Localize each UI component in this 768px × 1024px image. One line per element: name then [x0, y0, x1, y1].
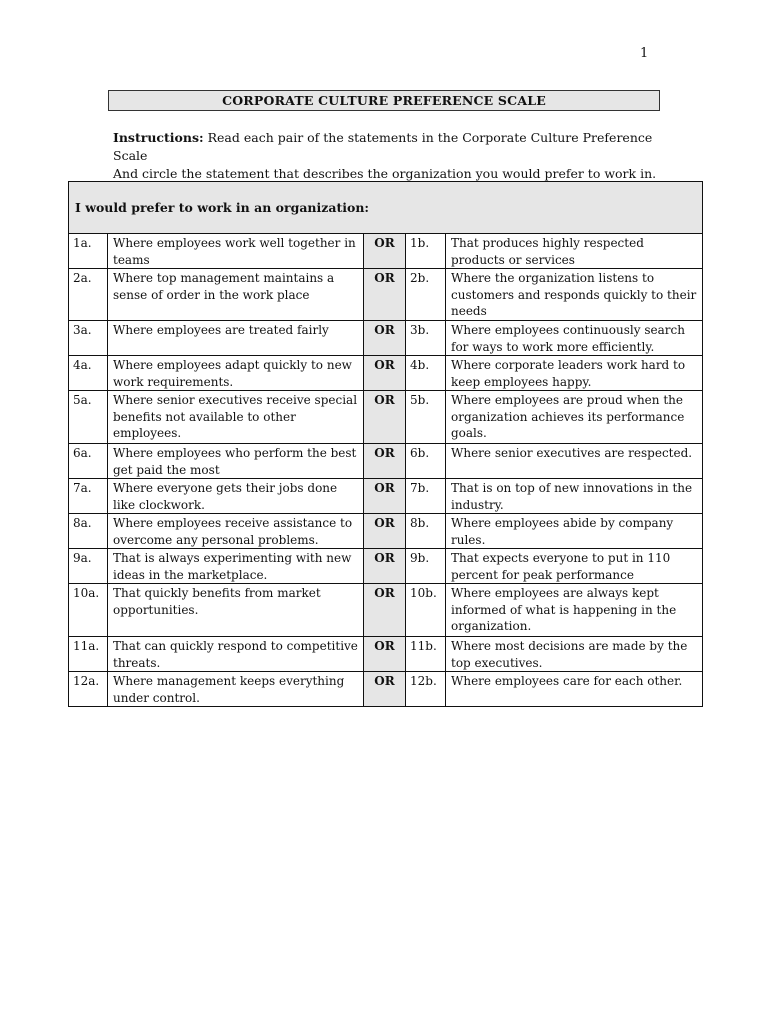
statement-b-number: 7b.: [406, 479, 446, 514]
statement-a-number: 6a.: [69, 444, 108, 479]
statement-a-number: 4a.: [69, 356, 108, 391]
table-row: [69, 356, 703, 391]
table-row: [69, 584, 703, 637]
statement-a-text[interactable]: Where employees receive assistance to overcome any personal problems.: [108, 514, 364, 549]
statement-b-number: 4b.: [406, 356, 446, 391]
statement-b-text[interactable]: Where employees are always kept informed of what is happening in the organization.: [446, 584, 703, 637]
statement-a-text[interactable]: Where employees work well together in teams: [108, 234, 364, 269]
or-label: OR: [364, 514, 406, 549]
statement-a-number: 3a.: [69, 321, 108, 356]
table-row: [69, 234, 703, 269]
statement-b-text[interactable]: Where senior executives are respected.: [446, 444, 703, 479]
or-label: OR: [364, 637, 406, 672]
statement-a-text[interactable]: That can quickly respond to competitive threats.: [108, 637, 364, 672]
statement-a-number: 8a.: [69, 514, 108, 549]
instructions: [113, 129, 673, 183]
statement-b-text[interactable]: That produces highly respected products or services: [446, 234, 703, 269]
statement-b-text[interactable]: Where most decisions are made by the top executives.: [446, 637, 703, 672]
table-row: [69, 391, 703, 444]
or-label: OR: [364, 321, 406, 356]
statement-a-text[interactable]: That quickly benefits from market opportunities.: [108, 584, 364, 637]
statement-b-text[interactable]: That is on top of new innovations in the industry.: [446, 479, 703, 514]
or-label: OR: [364, 234, 406, 269]
instructions-text-2: And circle the statement that describes the organization you would prefer to work in.: [113, 166, 657, 181]
statement-b-text[interactable]: Where employees are proud when the organization achieves its performance goals.: [446, 391, 703, 444]
table-row: [69, 269, 703, 321]
statement-a-text[interactable]: Where senior executives receive special benefits not available to other employees.: [108, 391, 364, 444]
statement-b-text[interactable]: That expects everyone to put in 110 percent for peak performance: [446, 549, 703, 584]
instructions-text-1: Read each pair of the statements in the Corporate Culture Preference Scale: [113, 130, 653, 163]
statement-a-text[interactable]: Where employees who perform the best get paid the most: [108, 444, 364, 479]
statement-b-number: 9b.: [406, 549, 446, 584]
table-row: [69, 514, 703, 549]
table-row: [69, 321, 703, 356]
statement-b-text[interactable]: Where employees abide by company rules.: [446, 514, 703, 549]
statement-a-number: 5a.: [69, 391, 108, 444]
table-row: [69, 672, 703, 707]
statement-b-number: 5b.: [406, 391, 446, 444]
statement-a-number: 11a.: [69, 637, 108, 672]
table-header-row: [69, 182, 703, 234]
statement-a-number: 12a.: [69, 672, 108, 707]
statement-a-text[interactable]: Where employees are treated fairly: [108, 321, 364, 356]
statement-a-text[interactable]: Where top management maintains a sense of order in the work place: [108, 269, 364, 321]
instructions-line-1: [113, 129, 673, 165]
or-label: OR: [364, 444, 406, 479]
statement-b-number: 1b.: [406, 234, 446, 269]
statement-b-number: 12b.: [406, 672, 446, 707]
table-row: [69, 444, 703, 479]
statement-b-text[interactable]: Where corporate leaders work hard to keep employees happy.: [446, 356, 703, 391]
instructions-label: Instructions:: [113, 130, 204, 145]
statement-a-number: 10a.: [69, 584, 108, 637]
or-label: OR: [364, 549, 406, 584]
statement-a-text[interactable]: Where employees adapt quickly to new work requirements.: [108, 356, 364, 391]
statement-b-text[interactable]: Where employees care for each other.: [446, 672, 703, 707]
statement-b-number: 11b.: [406, 637, 446, 672]
statement-a-number: 2a.: [69, 269, 108, 321]
page-title: CORPORATE CULTURE PREFERENCE SCALE: [108, 90, 660, 111]
statement-b-text[interactable]: Where the organization listens to customers and responds quickly to their needs: [446, 269, 703, 321]
table-row: [69, 637, 703, 672]
statement-a-text[interactable]: Where everyone gets their jobs done like clockwork.: [108, 479, 364, 514]
or-label: OR: [364, 584, 406, 637]
statement-b-text[interactable]: Where employees continuously search for ways to work more efficiently.: [446, 321, 703, 356]
statement-a-text[interactable]: Where management keeps everything under control.: [108, 672, 364, 707]
or-label: OR: [364, 391, 406, 444]
statement-b-number: 6b.: [406, 444, 446, 479]
or-label: OR: [364, 269, 406, 321]
statement-a-text[interactable]: That is always experimenting with new ideas in the marketplace.: [108, 549, 364, 584]
table-row: [69, 549, 703, 584]
statement-b-number: 8b.: [406, 514, 446, 549]
or-label: OR: [364, 479, 406, 514]
page-number: 1: [640, 46, 649, 61]
table-row: [69, 479, 703, 514]
statement-b-number: 10b.: [406, 584, 446, 637]
statement-a-number: 1a.: [69, 234, 108, 269]
or-label: OR: [364, 356, 406, 391]
statement-b-number: 3b.: [406, 321, 446, 356]
table-header: I would prefer to work in an organization:: [69, 182, 703, 234]
or-label: OR: [364, 672, 406, 707]
statement-a-number: 7a.: [69, 479, 108, 514]
statement-b-number: 2b.: [406, 269, 446, 321]
preference-table: [68, 181, 703, 707]
statement-a-number: 9a.: [69, 549, 108, 584]
